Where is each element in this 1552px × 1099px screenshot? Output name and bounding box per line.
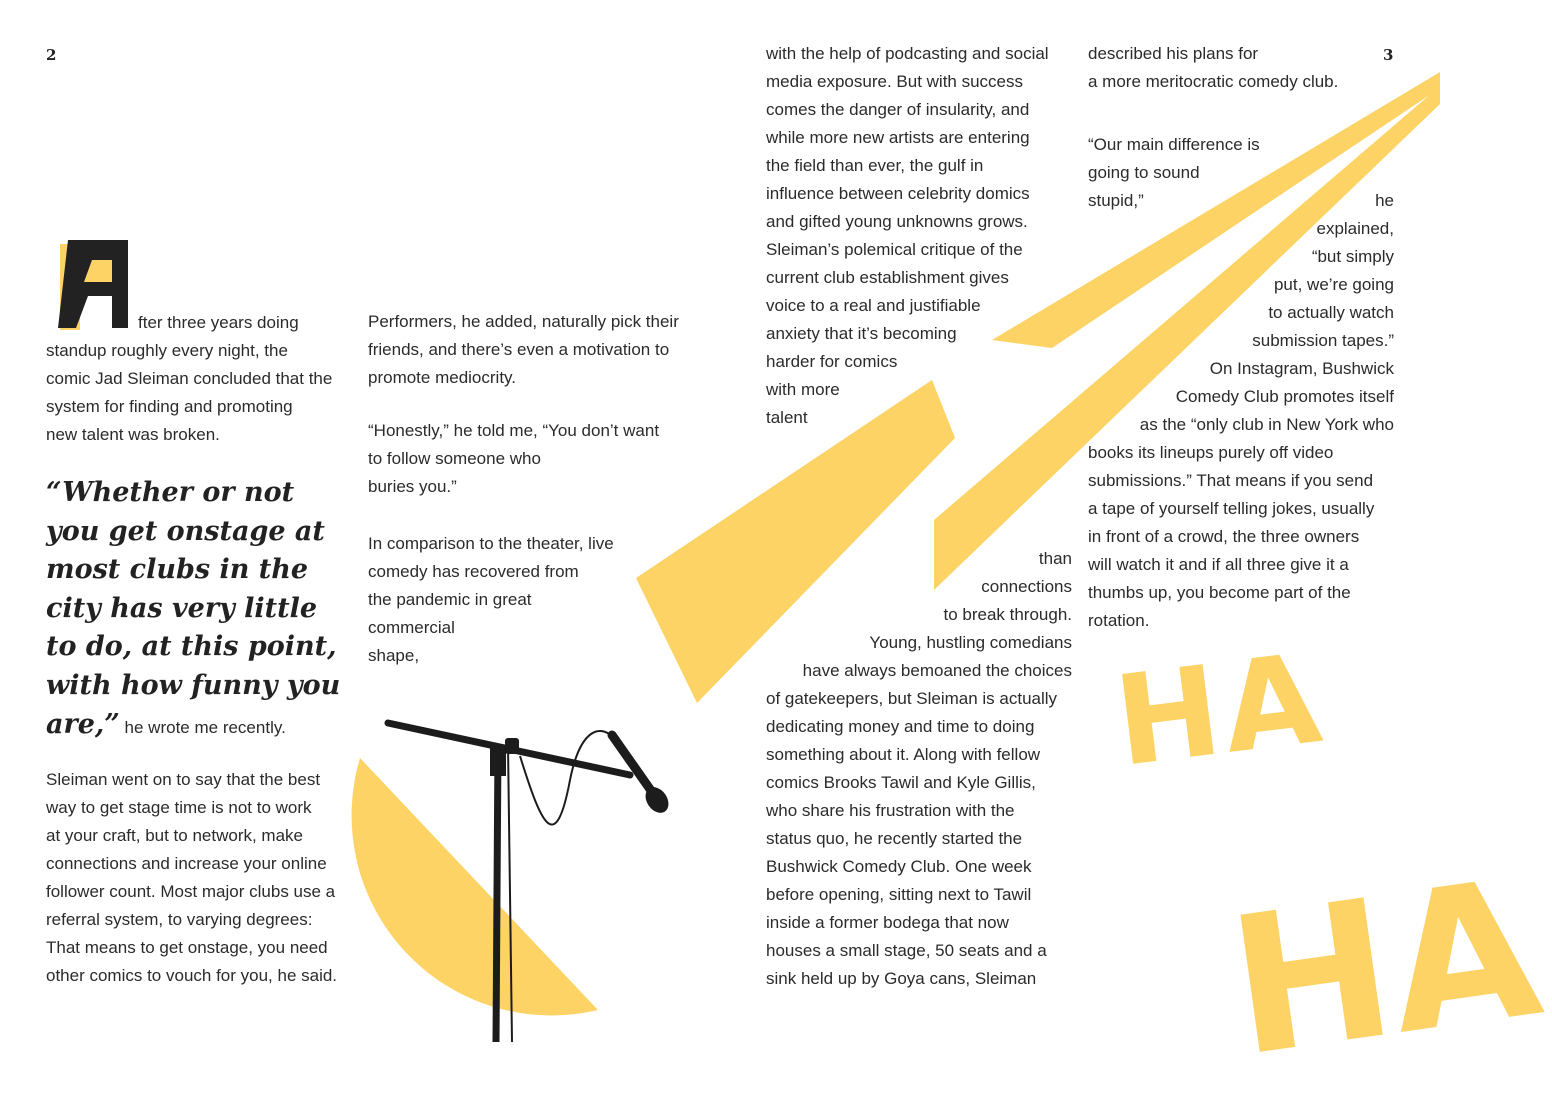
col4-right-aligned-lines — [1088, 187, 1394, 439]
body-line: “Our main difference is — [1088, 135, 1260, 154]
body-line: comedy has recovered from — [368, 562, 579, 581]
body-line: In comparison to the theater, live — [368, 534, 614, 553]
pull-quote-line: with how funny you — [46, 669, 341, 701]
body-line: the field than ever, the gulf in — [766, 156, 984, 175]
body-line: books its lineups purely off video — [1088, 443, 1334, 462]
body-line: have always bemoaned the choices — [802, 661, 1072, 680]
body-line: houses a small stage, 50 seats and a — [766, 941, 1047, 960]
pull-quote-attribution: he wrote me recently. — [119, 717, 286, 737]
body-line: buries you.” — [368, 477, 457, 496]
body-line: thumbs up, you become part of the — [1088, 583, 1351, 602]
body-line: the pandemic in great — [368, 590, 532, 609]
intro-line: standup roughly every night, the — [46, 341, 288, 360]
body-line: connections and increase your online — [46, 854, 327, 873]
body-line: “but simply — [1311, 247, 1394, 266]
body-line: he — [1375, 191, 1394, 210]
col3-top-paragraph — [766, 40, 1049, 432]
body-line: media exposure. But with success — [766, 72, 1024, 91]
body-line: way to get stage time is not to work — [46, 798, 312, 817]
body-line: Sleiman’s polemical critique of the — [766, 240, 1023, 259]
ha-letters-top: HA — [1108, 626, 1332, 795]
body-line: connections — [981, 577, 1072, 596]
body-line: influence between celebrity domics — [766, 184, 1030, 203]
body-line: going to sound — [1088, 163, 1200, 182]
body-line: voice to a real and justifiable — [766, 296, 981, 315]
col3-right-aligned-lines — [766, 545, 1072, 685]
pull-quote — [46, 474, 366, 747]
body-line: and gifted young unknowns grows. — [766, 212, 1028, 231]
body-line: rotation. — [1088, 611, 1150, 630]
intro-line: comic Jad Sleiman concluded that the — [46, 369, 333, 388]
pull-quote-line: most clubs in the — [46, 554, 309, 586]
body-line: referral system, to varying degrees: — [46, 910, 313, 929]
body-line: Performers, he added, naturally pick their — [368, 312, 679, 331]
pull-quote-line: “Whether or not — [46, 477, 295, 508]
col4-bottom-paragraph — [1088, 439, 1374, 635]
body-line: current club establishment gives — [766, 268, 1009, 287]
intro-line: new talent was broken. — [46, 425, 220, 444]
page-number-left: 2 — [46, 46, 57, 64]
body-line: described his plans for — [1088, 44, 1259, 63]
dropcap-letter — [54, 238, 136, 330]
body-line: Bushwick Comedy Club. One week — [766, 857, 1032, 876]
body-line: explained, — [1316, 219, 1394, 238]
body-line: sink held up by Goya cans, Sleiman — [766, 969, 1037, 988]
body-line: Comedy Club promotes itself — [1175, 387, 1394, 406]
left-body-paragraph — [46, 766, 337, 990]
middle-paragraph-2 — [368, 417, 659, 501]
body-line: comes the danger of insularity, and — [766, 100, 1030, 119]
body-line: than — [1038, 549, 1072, 568]
ha-letters-bottom: HA — [1218, 837, 1552, 1099]
intro-line: fter three years doing — [138, 313, 299, 332]
body-line: with the help of podcasting and social — [766, 44, 1049, 63]
pull-quote-line: city has very little — [46, 592, 318, 624]
body-line: to break through. — [943, 605, 1072, 624]
body-line: harder for comics — [766, 352, 898, 371]
body-line: Young, hustling comedians — [869, 633, 1072, 652]
body-line: stupid,” — [1088, 191, 1144, 210]
body-line: anxiety that it’s becoming — [766, 324, 957, 343]
body-line: That means to get onstage, you need — [46, 938, 328, 957]
body-line: to actually watch — [1268, 303, 1394, 322]
body-line: with more — [766, 380, 840, 399]
body-line: Sleiman went on to say that the best — [46, 770, 321, 789]
body-line: a tape of yourself telling jokes, usually — [1088, 499, 1375, 518]
middle-paragraph-1 — [368, 308, 679, 392]
body-line: dedicating money and time to doing — [766, 717, 1035, 736]
body-line: follower count. Most major clubs use a — [46, 882, 336, 901]
body-line: On Instagram, Bushwick — [1209, 359, 1394, 378]
body-line: to follow someone who — [368, 449, 541, 468]
body-line: before opening, sitting next to Tawil — [766, 885, 1032, 904]
body-line: commercial — [368, 618, 455, 637]
body-line: talent — [766, 408, 808, 427]
body-line: put, we’re going — [1273, 275, 1394, 294]
body-line: status quo, he recently started the — [766, 829, 1023, 848]
body-line: as the “only club in New York who — [1139, 415, 1394, 434]
body-line: inside a former bodega that now — [766, 913, 1009, 932]
body-line: submissions.” That means if you send — [1088, 471, 1374, 490]
body-line: who share his frustration with the — [766, 801, 1015, 820]
col3-bottom-paragraph — [766, 685, 1057, 993]
intro-paragraph — [46, 337, 332, 449]
body-line: comics Brooks Tawil and Kyle Gillis, — [766, 773, 1036, 792]
pull-quote-line: to do, at this point, — [46, 631, 337, 663]
body-line: something about it. Along with fellow — [766, 745, 1041, 764]
page-number-right: 3 — [1383, 46, 1394, 64]
body-line: while more new artists are entering — [766, 128, 1030, 147]
body-line: will watch it and if all three give it a — [1088, 555, 1349, 574]
body-line: promote mediocrity. — [368, 368, 517, 387]
body-line: shape, — [368, 646, 420, 665]
intro-first-line — [138, 309, 299, 337]
yellow-half-circle — [352, 758, 598, 1015]
body-line: of gatekeepers, but Sleiman is actually — [766, 689, 1058, 708]
intro-line: system for finding and promoting — [46, 397, 293, 416]
middle-paragraph-3 — [368, 530, 614, 670]
body-line: in front of a crowd, the three owners — [1088, 527, 1360, 546]
body-line: a more meritocratic comedy club. — [1088, 72, 1339, 91]
body-line: friends, and there’s even a motivation to — [368, 340, 670, 359]
body-line: other comics to vouch for you, he said. — [46, 966, 338, 985]
body-line: at your craft, but to network, make — [46, 826, 304, 845]
body-line: submission tapes.” — [1252, 331, 1394, 350]
body-line: “Honestly,” he told me, “You don’t want — [368, 421, 660, 440]
pull-quote-last-word: are,” — [46, 708, 120, 740]
pull-quote-line: you get onstage at — [46, 515, 325, 547]
col4-top-paragraph — [1088, 40, 1338, 96]
